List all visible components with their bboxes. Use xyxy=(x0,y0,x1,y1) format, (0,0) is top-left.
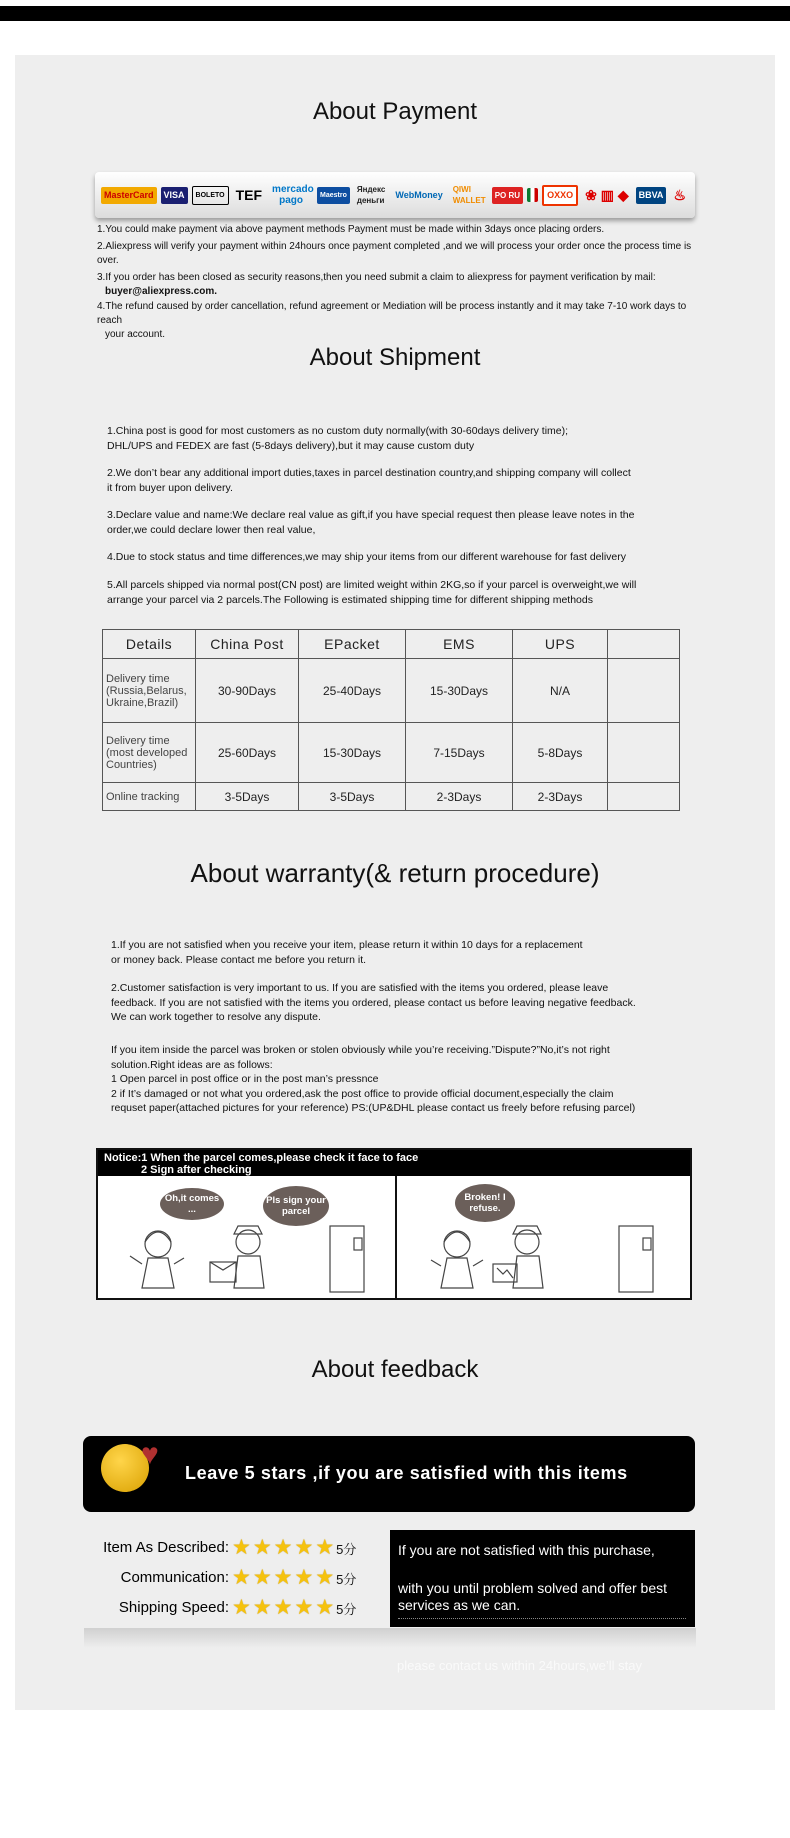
star-icon: ★ xyxy=(252,1566,272,1589)
table-header-cell: Details xyxy=(103,630,196,659)
table-cell: 25-60Days xyxy=(196,723,299,783)
payment-logos-strip xyxy=(95,172,695,218)
payment-line-5: your account. xyxy=(105,329,166,340)
table-row xyxy=(103,783,680,811)
table-cell: 25-40Days xyxy=(299,659,406,723)
payment-line-3: 3.If you order has been closed as security reasons,then you need submit a claim to aliexpress for payment verification by mail: xyxy=(97,272,656,283)
shipment-para-3: 3.Declare value and name:We declare real value as gift,if you have special request then please leave notes in the order,we could declare lower then real value, xyxy=(107,509,635,536)
top-black-bar xyxy=(0,6,790,21)
table-cell: 2-3Days xyxy=(513,783,608,811)
table-header-cell: EPacket xyxy=(299,630,406,659)
rating-score: 5分 xyxy=(336,1602,357,1617)
star-icon: ★ xyxy=(294,1596,314,1619)
scene-refuse xyxy=(397,1176,690,1298)
stars-communication xyxy=(232,1567,362,1593)
payment-line-4: 4.The refund caused by order cancellation, refund agreement or Mediation will be process instantly and it may take 7-10 work days to reach xyxy=(97,301,687,326)
table-cell: 3-5Days xyxy=(299,783,406,811)
santander-icon: ♨ xyxy=(673,186,686,203)
qiwi-logo: QIWI WALLET xyxy=(452,185,486,205)
table-cell xyxy=(608,723,680,783)
bbva-logo: BBVA xyxy=(636,187,667,204)
bank-logos-icon: ❀ ▥ ◆ xyxy=(585,186,629,203)
star-icon: ★ xyxy=(315,1596,335,1619)
star-icon: ★ xyxy=(273,1536,293,1559)
table-header-cell: EMS xyxy=(406,630,513,659)
rating-label-shipping: Shipping Speed: xyxy=(118,1599,229,1616)
payment-line-1: 1.You could make payment via above payment methods Payment must be made within 3days once placing orders. xyxy=(97,224,605,235)
table-header-cell: UPS xyxy=(513,630,608,659)
dotted-divider xyxy=(398,1618,686,1619)
speech-bubble: Oh,it comes ... xyxy=(160,1188,224,1220)
shipment-para-1: 1.China post is good for most customers as no custom duty normally(with 30-60days delivery time); DHL/UPS and FEDEX are fast (5-8days delivery),but it may cause custom duty xyxy=(107,425,569,452)
feedback-message-box xyxy=(390,1530,695,1627)
notice-header xyxy=(98,1150,690,1176)
mexico-flag-icon xyxy=(527,188,538,202)
payment-title: About Payment xyxy=(312,98,478,125)
table-cell xyxy=(608,659,680,723)
table-cell: 3-5Days xyxy=(196,783,299,811)
feedback-title: About feedback xyxy=(311,1356,479,1383)
yandex-money-logo: Яндекс деньги xyxy=(356,185,386,205)
table-cell: 15-30Days xyxy=(406,659,513,723)
table-cell: Delivery time (most developed Countries) xyxy=(103,723,196,783)
table-cell: 7-15Days xyxy=(406,723,513,783)
notice-illustration xyxy=(96,1148,692,1300)
feedback-shadow-strip xyxy=(84,1628,696,1648)
feedback-banner-text: Leave 5 stars ,if you are satisfied with this items xyxy=(185,1463,628,1483)
warranty-title: About warranty(& return procedure) xyxy=(190,858,600,888)
star-icon: ★ xyxy=(294,1566,314,1589)
speech-bubble: Broken! I refuse. xyxy=(455,1184,515,1222)
table-cell: 30-90Days xyxy=(196,659,299,723)
table-cell: N/A xyxy=(513,659,608,723)
webmoney-logo: WebMoney xyxy=(395,189,443,200)
star-icon: ★ xyxy=(273,1596,293,1619)
scene-receive xyxy=(98,1176,397,1298)
rating-score: 5分 xyxy=(336,1572,357,1587)
table-cell: 15-30Days xyxy=(299,723,406,783)
boleto-logo: BOLETO xyxy=(192,186,229,205)
table-row xyxy=(103,659,680,723)
shipment-para-5: 5.All parcels shipped via normal post(CN post) are limited weight within 2KG,so if your parcel is overweight,we will arrange your parcel via 2 parcels.The Following is estimated shipping time for different shipping methods xyxy=(107,579,637,606)
warranty-para-1: 1.If you are not satisfied when you receive your item, please return it within 10 days for a replacement or money back. Please contact me before you return it. xyxy=(111,939,583,966)
shipping-time-table xyxy=(102,629,680,811)
table-row xyxy=(103,723,680,783)
table-header-cell: China Post xyxy=(196,630,299,659)
visa-logo: VISA xyxy=(161,187,188,204)
table-cell: 5-8Days xyxy=(513,723,608,783)
rating-score: 5分 xyxy=(336,1542,357,1557)
warranty-para-3: If you item inside the parcel was broken or stolen obviously while you’re receiving.”Dispute?”No,it’s not right solution.Right ideas are as follows: 1 Open parcel in post office or in the post man’s pressnce 2 if It’s damaged or not what you ordered,ask the post office to provide official document,especially the claim requset paper(attached pictures for your reference) PS:(UP&DHL please contact us freely before refusing parcel) xyxy=(111,1044,636,1114)
speech-bubble: Pls sign your parcel xyxy=(263,1186,329,1226)
rating-label-communication: Communication: xyxy=(120,1569,229,1586)
notice-line-1: Notice:1 When the parcel comes,please check it face to face xyxy=(104,1152,419,1164)
post-ru-logo: PO RU xyxy=(492,187,523,204)
table-header-row xyxy=(103,630,680,659)
delivery-cartoon-icon xyxy=(98,1176,395,1298)
table-cell: Online tracking xyxy=(103,783,196,811)
stars-shipping xyxy=(232,1597,362,1623)
star-icon: ★ xyxy=(315,1536,335,1559)
mercadopago-logo: mercado pago xyxy=(272,184,314,206)
star-icon: ★ xyxy=(252,1596,272,1619)
star-icon: ★ xyxy=(232,1596,251,1619)
payment-text xyxy=(97,223,697,342)
star-icon: ★ xyxy=(232,1566,251,1589)
star-icon: ★ xyxy=(252,1536,272,1559)
tef-logo: TEF xyxy=(235,186,263,203)
feedback-box-line-1: If you are not satisfied with this purchase, xyxy=(398,1542,655,1558)
shipment-para-2: 2.We don’t bear any additional import duties,taxes in parcel destination country,and shipping company will collect it from buyer upon delivery. xyxy=(107,467,631,494)
notice-line-2: 2 Sign after checking xyxy=(141,1164,252,1176)
feedback-faint-text: please contact us within 24hours,we’ll stay xyxy=(397,1658,642,1673)
feedback-banner xyxy=(83,1436,695,1512)
star-icon: ★ xyxy=(294,1536,314,1559)
heart-icon: ♥ xyxy=(141,1438,159,1471)
table-header-cell xyxy=(608,630,680,659)
table-cell: 2-3Days xyxy=(406,783,513,811)
shipment-para-4: 4.Due to stock status and time differences,we may ship your items from our different warehouse for fast delivery xyxy=(107,551,627,563)
refuse-cartoon-icon xyxy=(397,1176,690,1298)
table-cell: Delivery time (Russia,Belarus, Ukraine,Brazil) xyxy=(103,659,196,723)
star-icon: ★ xyxy=(232,1536,251,1559)
star-icon: ★ xyxy=(273,1566,293,1589)
shipment-title: About Shipment xyxy=(309,344,481,371)
payment-line-2: 2.Aliexpress will verify your payment within 24hours once payment completed ,and we will process your order once the process time is over. xyxy=(97,241,692,266)
warranty-para-2: 2.Customer satisfaction is very important to us. If you are satisfied with the items you ordered, please leave feedback. If you are not satisfied with the items you ordered, please contact us before leaving negative feedback. We can work together to resolve any dispute. xyxy=(111,982,636,1023)
table-cell xyxy=(608,783,680,811)
feedback-box-line-2: with you until problem solved and offer best services as we can. xyxy=(398,1580,668,1613)
oxxo-logo: OXXO xyxy=(542,185,578,206)
payment-email: buyer@aliexpress.com. xyxy=(105,286,218,297)
star-icon: ★ xyxy=(315,1566,335,1589)
stars-described xyxy=(232,1537,362,1563)
mastercard-logo: MasterCard xyxy=(101,187,157,204)
maestro-logo: Maestro xyxy=(317,187,350,204)
rating-label-described: Item As Described: xyxy=(103,1539,229,1556)
